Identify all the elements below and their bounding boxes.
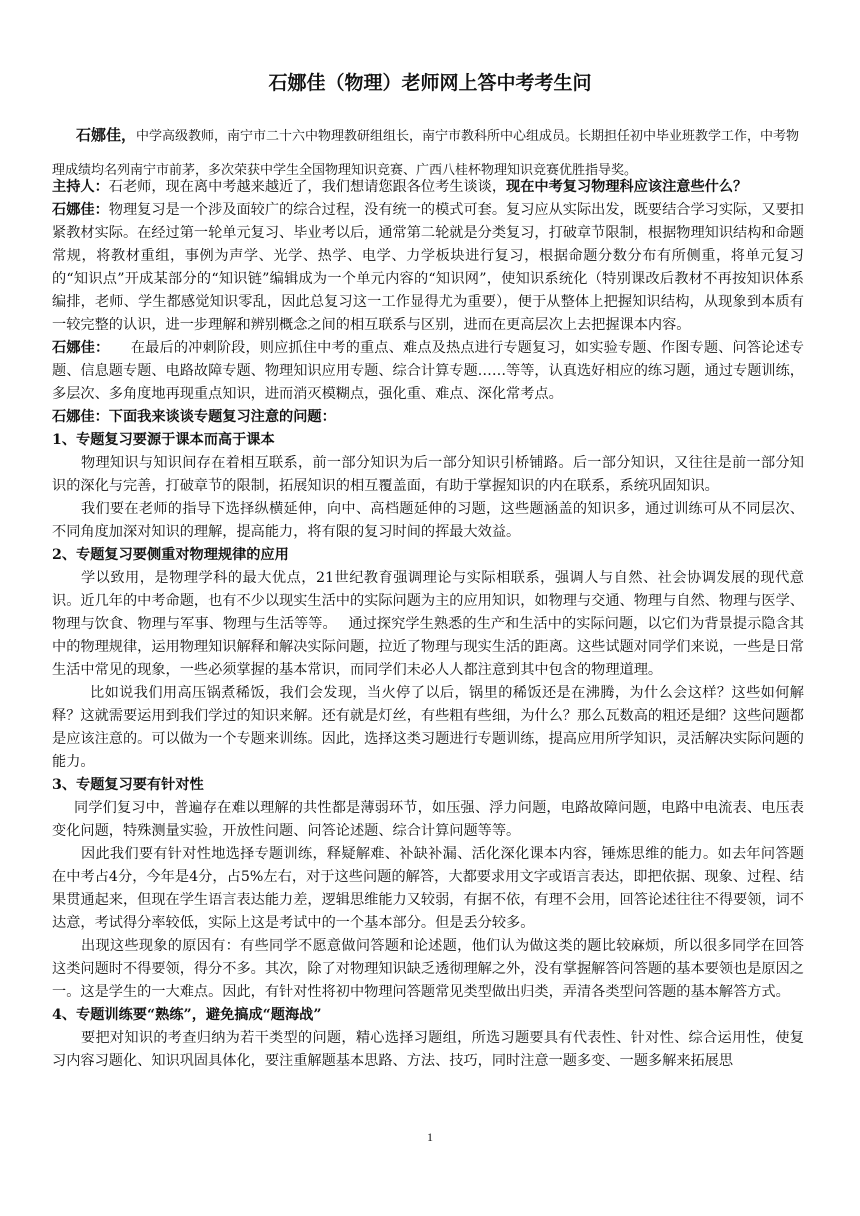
section-heading-2: 2、专题复习要侧重对物理规律的应用	[52, 547, 289, 563]
host-speaker: 主持人：	[52, 179, 109, 195]
section-heading-1: 1、专题复习要源于课本而高于课本	[52, 432, 275, 448]
host-question-text: 石老师，现在离中考越来越近了，我们想请您跟各位考生谈谈，	[108, 179, 507, 195]
section-1-paragraph-2: 我们要在老师的指导下选择纵横延伸，向中、高档题延伸的习题，这些题涵盖的知识多，通过训练可从不同层次、不同角度加深对知识的理解，提高能力，将有限的复习时间的挥最大效益。	[52, 501, 804, 540]
page-title: 石娜佳（物理）老师网上答中考考生问	[268, 72, 592, 94]
answer-speaker: 石娜佳：	[52, 340, 103, 356]
section-3-paragraph-1: 同学们复习中，普遍存在难以理解的共性都是薄弱环节，如压强、浮力问题，电路故障问题，电路中电流表、电压表变化问题，特殊测量实验，开放性问题、问答论述题、综合计算问题等等。	[52, 800, 804, 839]
answer-text: 在最后的冲刺阶段，则应抓住中考的重点、难点及热点进行专题复习，如实验专题、作图专题、问答论述专题、信息题专题、电路故障专题、物理知识应用专题、综合计算专题……等等，认真选好相应的练习题，通过专题训练，多层次、多角度地再现重点知识，进而消灭模糊点，强化重、难点、深化常考点。	[52, 340, 804, 402]
article-body	[52, 176, 804, 1073]
section-3-paragraph-3: 出现这些现象的原因有：有些同学不愿意做问答题和论述题，他们认为做这类的题比较麻烦，所以很多同学在回答这类问题时不得要领，得分不多。其次，除了对物理知识缺乏透彻理解之外，没有掌握解答问答题的基本要领也是原因之一。这是学生的一大难点。因此，有针对性将初中物理问答题常见类型做出归类，弄清各类型问答题的基本解答方式。	[52, 938, 804, 1000]
author-bio: 中学高级教师，南宁市二十六中物理教研组组长，南宁市教科所中心组成员。长期担任初中毕业班教学工作，中考物理成绩均名列南宁市前茅，多次荣获中学生全国物理知识竞赛、广西八桂杯物理知识竞赛优胜指导奖。	[52, 129, 800, 178]
section-2-paragraph-2: 比如说我们用高压锅煮稀饭，我们会发现，当火停了以后，锅里的稀饭还是在沸腾，为什么会这样？这些如何解释？这就需要运用到我们学过的知识来解。还有就是灯丝，有些粗有些细，为什么？那么瓦数高的粗还是细？这些问题都是应该注意的。可以做为一个专题来训练。因此，选择这类习题进行专题训练，提高应用所学知识，灵活解决实际问题的能力。	[52, 685, 804, 770]
section-4-paragraph-1: 要把对知识的考查归纳为若干类型的问题，精心选择习题组，所选习题要具有代表性、针对性、综合运用性，使复习内容习题化、知识巩固具体化，要注重解题基本思路、方法、技巧，同时注意一题多变、一题多解来拓展思	[52, 1030, 804, 1069]
section-3-paragraph-2: 因此我们要有针对性地选择专题训练，释疑解难、补缺补漏、活化深化课本内容，锤炼思维的能力。如去年问答题在中考占4分，今年是4分，占5%左右，对于这些问题的解答，大都要求用文字或语言表达，即把依据、现象、过程、结果贯通起来，但现在学生语言表达能力差，逻辑思维能力又较弱，有据不依，有理不会用，回答论述往往不得要领，词不达意，考试得分率较低，实际上这是考试中的一个基本部分。但是丢分较多。	[52, 846, 804, 931]
answer-speaker: 石娜佳：	[52, 202, 109, 218]
author-name: 石娜佳，	[76, 126, 137, 144]
page-number: 1	[427, 1130, 433, 1144]
answer-paragraph-3: 石娜佳：下面我来谈谈专题复习注意的问题：	[52, 409, 336, 425]
answer-paragraph-2	[52, 337, 804, 406]
section-1-paragraph-1: 物理知识与知识间存在着相互联系，前一部分知识为后一部分知识引桥铺路。后一部分知识，又往往是前一部分知识的深化与完善，打破章节的限制，拓展知识的相互覆盖面，有助于掌握知识的内在联系，系统巩固知识。	[52, 455, 804, 494]
answer-text: 物理复习是一个涉及面较广的综合过程，没有统一的模式可套。复习应从实际出发，既要结合学习实际，又要扣紧教材实际。在经过第一轮单元复习、毕业考以后，通常第二轮就是分类复习，打破章节限制，根据物理知识结构和命题常规，将教材重组，事例为声学、光学、热学、电学、力学板块进行复习，根据命题分数分布有所侧重，将单元复习的“知识点”开成某部分的“知识链”编辑成为一个单元内容的“知识网”，使知识系统化（特别课改后教材不再按知识体系编排，老师、学生都感觉知识零乱，因此总复习这一工作显得尤为重要），便于从整体上把握知识结构，从现象到本质有一较完整的认识，进一步理解和辨别概念之间的相互联系与区别，进而在更高层次上去把握课本内容。	[52, 202, 804, 333]
section-heading-3: 3、专题复习要有针对性	[52, 777, 204, 793]
answer-paragraph-1	[52, 199, 804, 337]
section-heading-4: 4、专题训练要“熟练”，避免搞成“题海战”	[52, 1007, 322, 1023]
host-question-emphasis: 现在中考复习物理科应该注意些什么？	[506, 179, 748, 195]
host-question	[52, 176, 804, 199]
section-2-paragraph-1: 学以致用，是物理学科的最大优点，21世纪教育强调理论与实际相联系，强调人与自然、社会协调发展的现代意识。近几年的中考命题，也有不少以现实生活中的实际问题为主的应用知识，如物理与交通、物理与自然、物理与医学、物理与饮食、物理与军事、物理与生活等等。 通过探究学生熟悉的生产和生活中的实际问题，以它们为背景提示隐含其中的物理规律，运用物理知识解释和解决实际问题，拉近了物理与现实生活的距离。这些试题对同学们来说，一些是日常生活中常见的现象，一些必须掌握的基本常识，而同学们未必人人都注意到其中包含的物理道理。	[52, 570, 804, 678]
